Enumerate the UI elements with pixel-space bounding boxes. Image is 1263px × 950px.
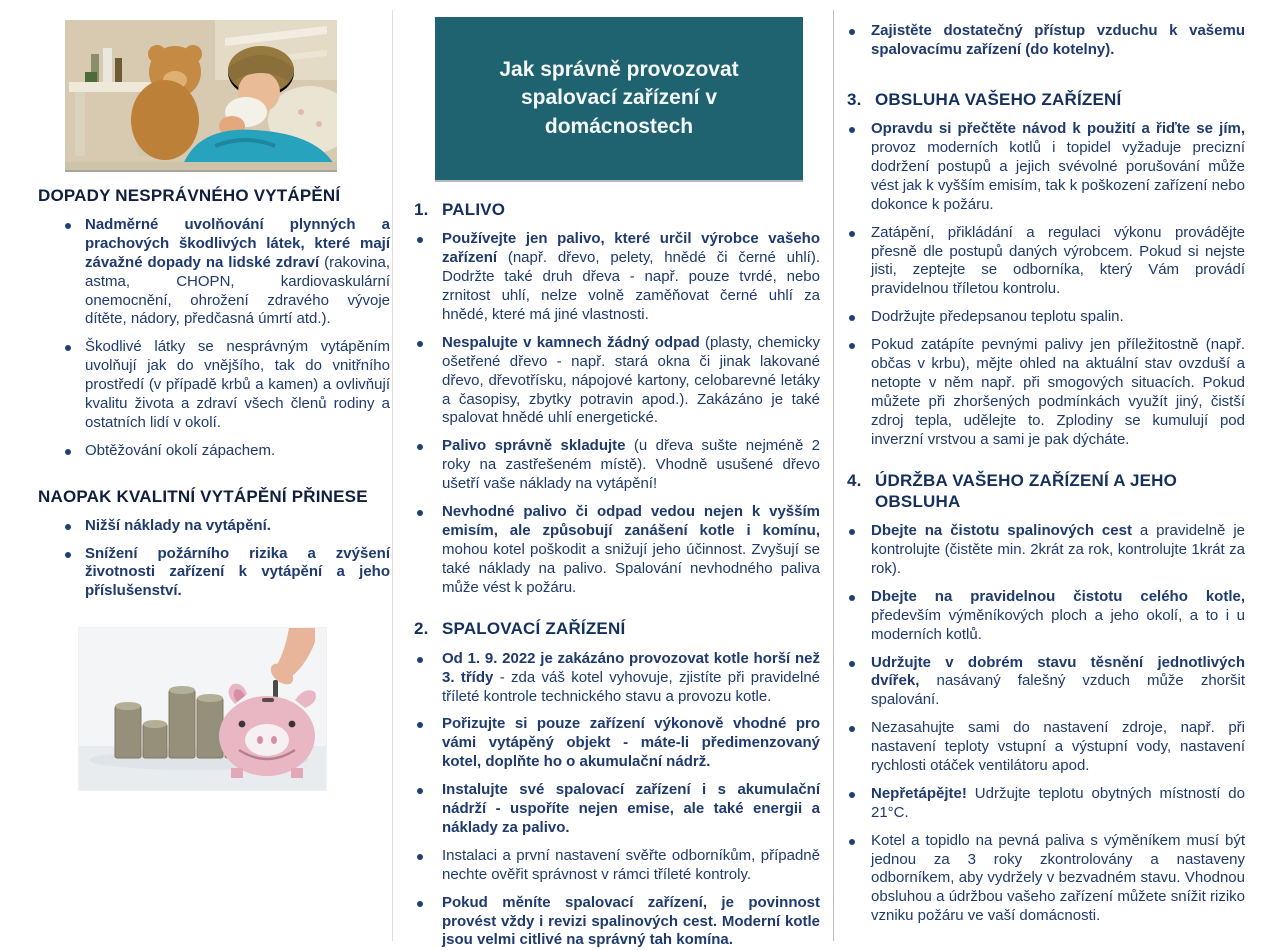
- list-item: [845, 832, 1245, 926]
- middle-panel: [412, 0, 820, 949]
- bullet-text: mohou kotel poškodit a snižují jeho účinnost. Zvyšují se také náklady na palivo. Spalování nevhodného paliva může vést k požáru.: [442, 540, 820, 596]
- bullet-text: (plasty, chemicky ošetřené dřevo - např. stará okna či jinak lakované dřevo, dřevotřísku, nápojové kartony, celobarevné letáky a časopisy, zbytky potravin apod.). Zakázáno je také spalovat hnědé uhlí energetické.: [442, 333, 821, 427]
- sick-child-photo: [65, 20, 337, 170]
- bullet-bold: Nevhodné palivo či odpad vedou nejen k vyšším emisím, ale způsobují zanášení kotle i komínu,: [442, 502, 820, 539]
- list-item: [845, 522, 1245, 579]
- bullet-text: (u dřeva sušte nejméně 2 roky na zastřešeném místě). Vhodně usušené dřevo ušetří vaše náklady na vytápění!: [442, 437, 821, 493]
- bullet-text: Dodržujte předepsanou teplotu spalin.: [871, 308, 1124, 326]
- bullet-text: (např. dřevo, pelety, hnědé či černé uhlí). Dodržte také druh dřeva - např. pouze tvrdé, nebo zrnitost uhlí, nelze volně zaměňovat černé uhlí za hnědé, které má jiné vlastnosti.: [442, 249, 821, 323]
- list-item: [30, 545, 392, 602]
- bullet-text: nasávaný falešný vzduch může zhoršit spalování.: [871, 672, 1246, 709]
- bullet-bold: Pokud měníte spalovací zařízení, je povinnost provést vždy i revizi spalinových cest. Moderní kotle jsou velmi citlivé na správný tah komína.: [442, 893, 820, 949]
- list-item: [412, 894, 820, 950]
- section-4-heading: [845, 471, 1245, 512]
- fold-line-right: [833, 10, 834, 941]
- leaflet-title: Jak správně provozovat spalovací zařízení v domácnostech: [499, 57, 739, 138]
- section-2-list: [412, 650, 820, 950]
- section-3-list: [845, 120, 1245, 449]
- section-title: PALIVO: [442, 200, 506, 219]
- section-4-list: [845, 522, 1245, 926]
- impacts-heading: DOPADY NESPRÁVNÉHO VYTÁPĚNÍ: [38, 186, 341, 205]
- list-item: [412, 847, 820, 885]
- sick-child-illustration: [65, 20, 337, 170]
- bullet-bold: Nepřetápějte!: [871, 784, 967, 802]
- list-item: [412, 650, 820, 707]
- benefits-heading: NAOPAK KVALITNÍ VYTÁPĚNÍ PŘINESE: [38, 486, 368, 506]
- bullet-text: Škodlivé látky se nesprávným vytápěním uvolňují jak do vnějšího, tak do vnitřního prostředí (v případě krbů a kamen) a ovlivňují kvalitu života a zdraví všech členů rodiny a ostatních lidí v okolí.: [85, 338, 390, 431]
- left-panel: [30, 0, 392, 949]
- piggy-bank-illustration: [79, 628, 326, 790]
- bullet-bold: Dbejte na pravidelnou čistotu celého kotle,: [871, 587, 1245, 605]
- benefits-list: [30, 517, 392, 602]
- section-3-heading: [845, 90, 1245, 110]
- list-item: [845, 785, 1245, 823]
- section-1-list: [412, 230, 820, 597]
- list-item: [412, 437, 820, 494]
- list-item: [845, 588, 1245, 645]
- list-item: [412, 230, 820, 324]
- bullet-text: provoz moderních kotlů i topidel vyžaduje precizní dodržení postupů a jejich svévolné porušování může vést jak k vyšším emisím, tak k poškození zařízení nebo dokonce k požáru.: [871, 139, 1245, 213]
- bullet-bold: Udržujte v dobrém stavu těsnění jednotlivých dvířek,: [871, 653, 1245, 690]
- bullet-bold: Nespalujte v kamnech žádný odpad: [442, 333, 700, 351]
- bullet-bold: Nadměrné uvolňování plynných a prachových škodlivých látek, které mají závažné dopady na lidské zdraví: [85, 216, 390, 271]
- bullet-bold: Palivo správně skladujte: [442, 437, 626, 455]
- list-item: [412, 334, 820, 428]
- section-1-heading: [412, 200, 820, 220]
- bullet-bold: Od 1. 9. 2022 je zakázáno provozovat kotle horší než 3. třídy: [442, 649, 820, 686]
- list-item: [845, 22, 1245, 60]
- bullet-text: a pravidelně je kontrolujte (čistěte min. 2krát za rok, kontrolujte 1krát za rok).: [871, 522, 1245, 577]
- list-item: [845, 224, 1245, 300]
- title-banner: [435, 17, 803, 180]
- bullet-bold: Používejte jen palivo, které určil výrobce vašeho zařízení: [442, 230, 820, 267]
- bullet-text: Zatápění, přikládání a regulaci výkonu provádějte přesně dle postupů daných výrobcem. Pokud si nejste jisti, zeptejte se odborníka, který Vám provádí pravidelnou tříletou kontrolu.: [871, 223, 1245, 298]
- bullet-text: Nezasahujte sami do nastavení zdroje, např. při nastavení teploty vstupní a výstupní vody, nastavení rychlosti otáček ventilátoru apod.: [871, 719, 1245, 774]
- section-number: 4.: [847, 471, 862, 491]
- list-item: [412, 715, 820, 772]
- bullet-text: Pokud zatápíte pevnými palivy jen příležitostně (např. občas v krbu), mějte ohled na aktuální stav ovzduší a netopte v něm např. při smogových situacích. Pokud můžete při zhoršených podmínkách využít jiný, čistší zdroj tepla, udělejte to. Zplodiny se kumulují pod inverzní vrstvou a sami je pak dýcháte.: [871, 336, 1245, 448]
- bullet-text: Obtěžování okolí zápachem.: [85, 441, 276, 459]
- bullet-text: Kotel a topidlo na pevná paliva s výměníkem musí být jednou za 3 roky zkontrolovány a nastaveny odborníkem, aby vydržely v bezvadném stavu. Vhodnou obsluhou a údržbou vašeho zařízení můžete snížit riziko vzniku požáru ve vaší domácnosti.: [871, 831, 1245, 925]
- section-number: 2.: [414, 619, 429, 639]
- bullet-text: - zda váš kotel vyhovuje, zjistíte při pravidelné tříleté kontrole technického stavu a provozu kotle.: [442, 668, 820, 705]
- list-item: [845, 719, 1245, 776]
- list-item: [845, 120, 1245, 214]
- list-item: [30, 338, 392, 432]
- bullet-bold: Snížení požárního rizika a zvýšení životnosti zařízení k vytápění a jeho příslušenství.: [85, 544, 390, 600]
- list-item: [412, 781, 820, 838]
- section-number: 3.: [847, 89, 862, 109]
- bullet-text: především výměníkových ploch a jeho okolí, a to i u moderních kotlů.: [871, 606, 1245, 643]
- intro-list: [845, 22, 1245, 60]
- section-title: OBSLUHA VAŠEHO ZAŘÍZENÍ: [875, 89, 1122, 109]
- bullet-bold: Zajistěte dostatečný přístup vzduchu k vašemu spalovacímu zařízení (do kotelny).: [871, 22, 1245, 58]
- bullet-text: Instalaci a první nastavení svěřte odborníkům, případně nechte ověřit správnost v rámci tříleté kontroly.: [442, 846, 820, 883]
- section-title: ÚDRŽBA VAŠEHO ZAŘÍZENÍ A JEHO OBSLUHA: [875, 471, 1178, 511]
- list-item: [30, 216, 392, 329]
- bullet-text: (rakovina, astma, CHOPN, kardiovaskulární onemocnění, ohrožení zdravého vývoje dítěte, nádory, předčasná úmrtí atd.).: [85, 253, 390, 328]
- bullet-bold: Dbejte na čistotu spalinových cest: [871, 522, 1132, 540]
- fold-line-left: [392, 10, 393, 941]
- bullet-bold: Pořizujte si pouze zařízení výkonově vhodné pro vámi vytápěný objekt - máte-li předimenzovaný kotel, doplňte ho o akumulační nádrž.: [442, 715, 820, 771]
- list-item: [845, 336, 1245, 449]
- section-number: 1.: [414, 200, 429, 219]
- list-item: [845, 654, 1245, 711]
- list-item: [845, 308, 1245, 327]
- bullet-text: Udržujte teplotu obytných místností do 21°C.: [871, 784, 1245, 821]
- list-item: [412, 503, 820, 597]
- section-title: SPALOVACÍ ZAŘÍZENÍ: [442, 619, 626, 639]
- section-2-heading: [412, 619, 820, 639]
- piggy-bank-photo: [78, 627, 327, 791]
- bullet-bold: Opravdu si přečtěte návod k použití a řiďte se jím,: [871, 120, 1245, 138]
- list-item: [30, 517, 392, 536]
- bullet-bold: Instalujte své spalovací zařízení i s akumulační nádrží - uspoříte nejen emise, ale také energii a náklady za palivo.: [442, 781, 820, 836]
- bullet-bold: Nižší náklady na vytápění.: [85, 516, 271, 534]
- impacts-list: [30, 216, 392, 461]
- right-panel: [845, 0, 1245, 949]
- list-item: [30, 442, 392, 461]
